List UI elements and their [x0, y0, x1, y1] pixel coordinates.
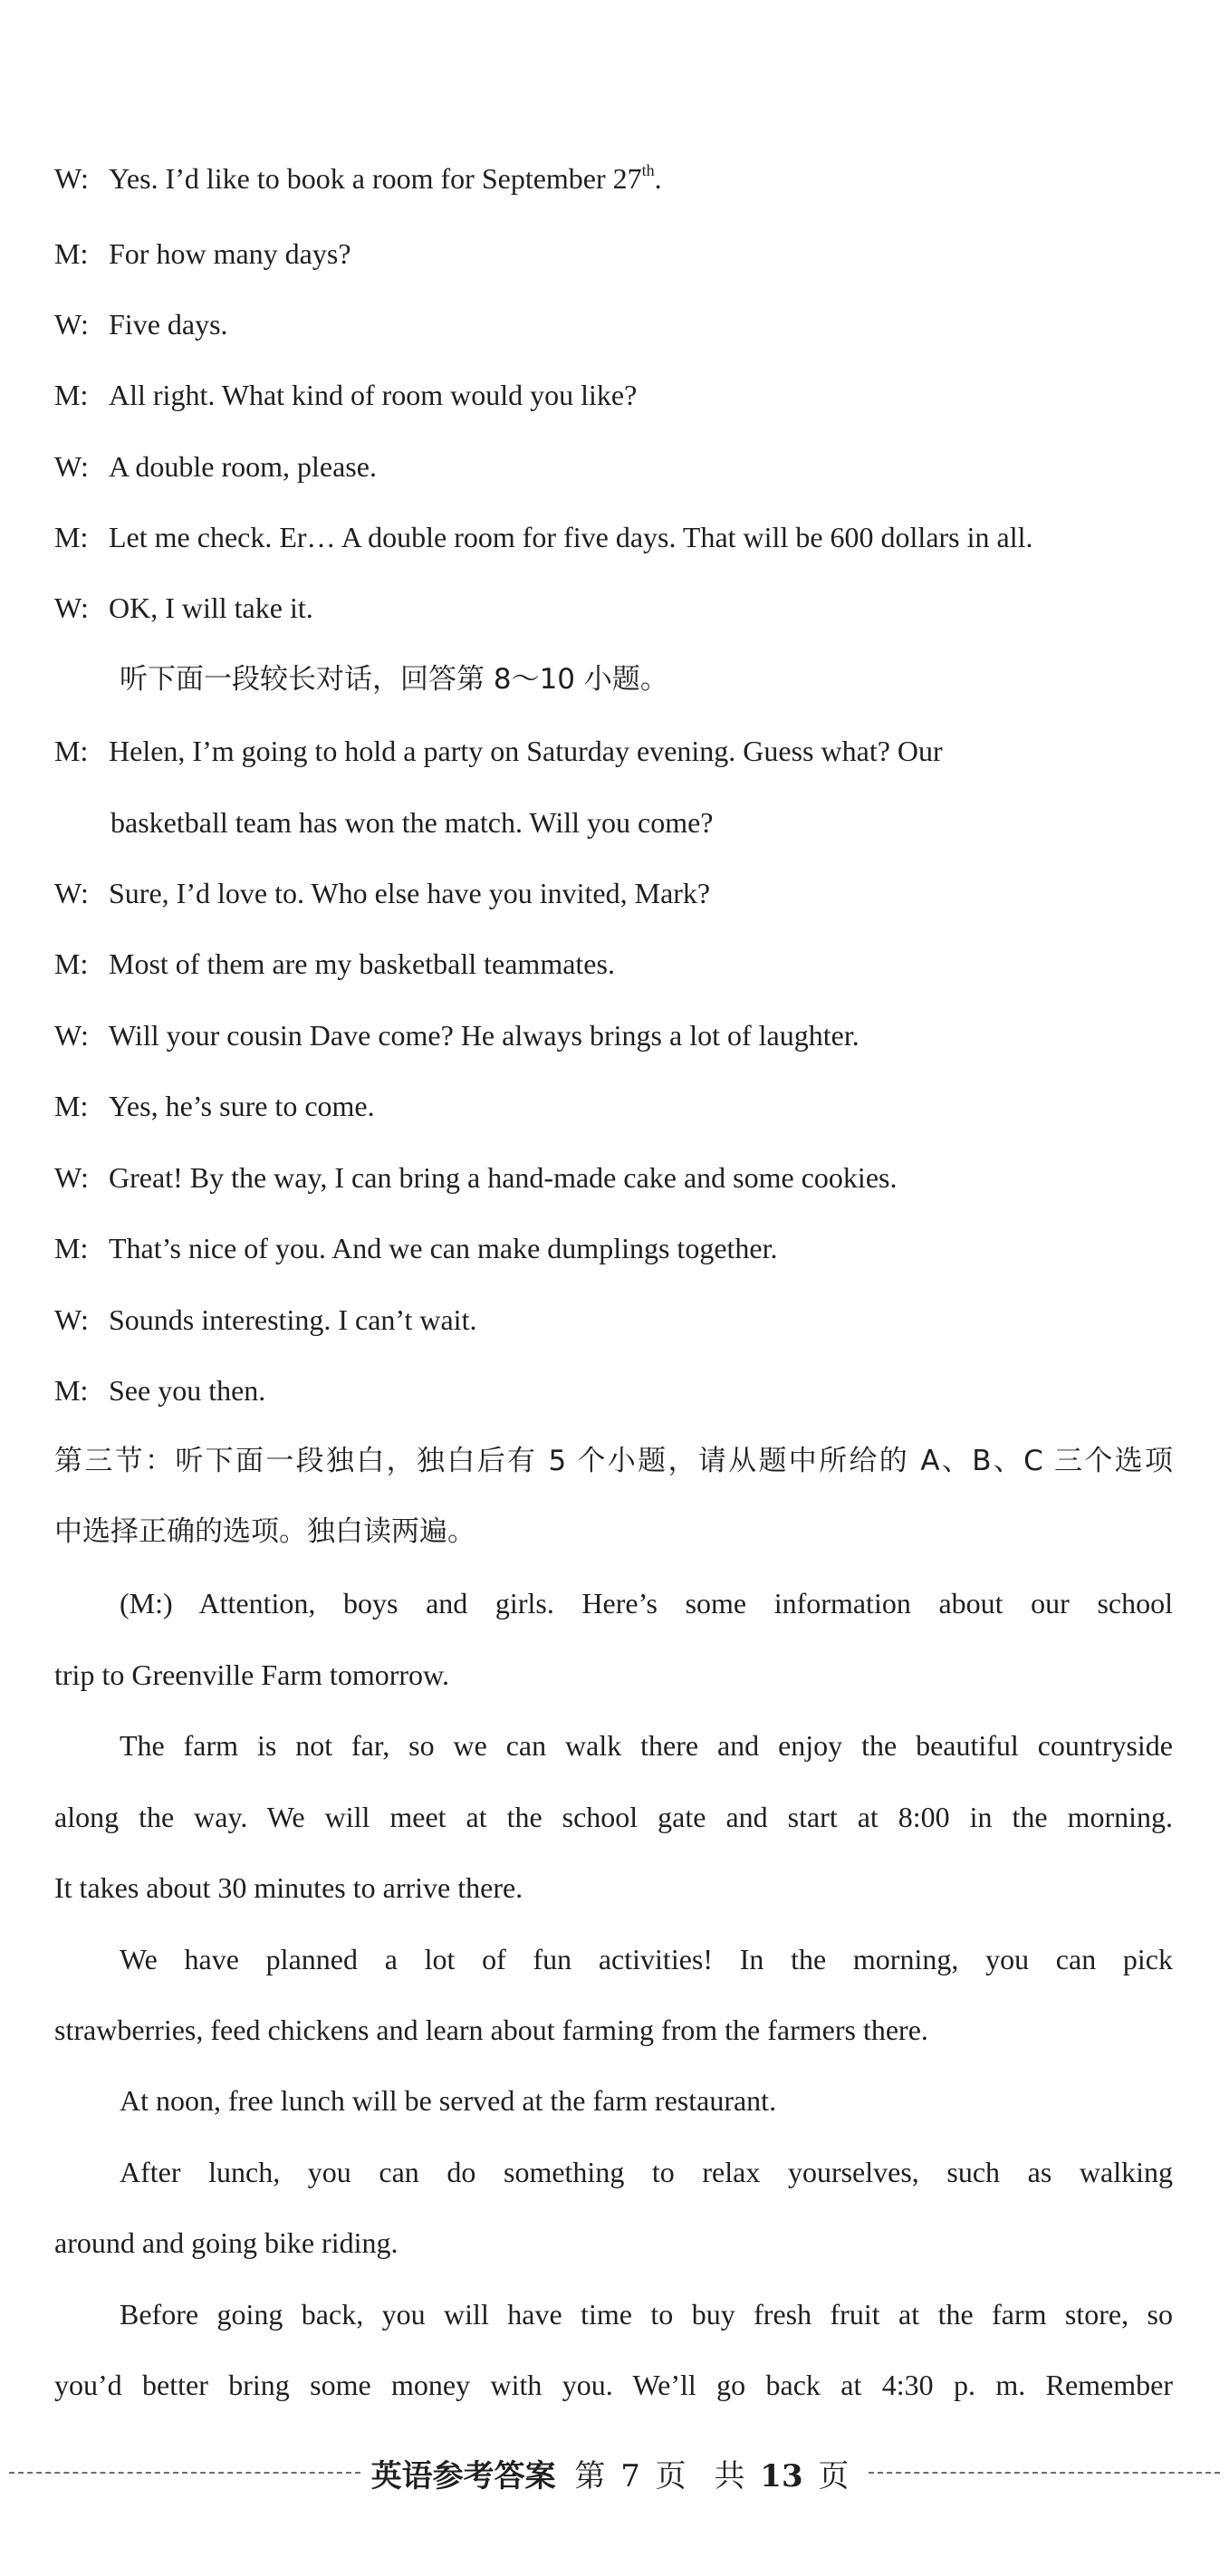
- dialogue-line: [54, 1228, 1173, 1268]
- speaker-label: M:: [54, 735, 89, 767]
- dialogue-line: [54, 159, 1173, 198]
- line-text: Most of them are my basketball teammates.: [109, 947, 615, 980]
- dialogue-line: [54, 944, 1173, 984]
- speaker-label: W:: [54, 162, 89, 195]
- line-text: That’s nice of you. And we can make dumplings together.: [109, 1232, 778, 1264]
- line-text: Sure, I’d love to. Who else have you invited, Mark?: [109, 877, 711, 909]
- footer-text: [371, 2451, 859, 2495]
- speaker-label: W:: [54, 1161, 89, 1194]
- footer-title: 英语参考答案: [370, 2457, 556, 2494]
- page-footer: [0, 2446, 1229, 2500]
- line-text: OK, I will take it.: [109, 591, 313, 624]
- line-text: Let me check. Er… A double room for five days. That will be 600 dollars in all.: [109, 521, 1033, 553]
- speaker-label: W:: [54, 877, 89, 909]
- dialogue-line: [54, 304, 1173, 344]
- dialogue-line: [54, 588, 1173, 628]
- monologue-line: (M:) Attention, boys and girls. Here’s some information about our school: [120, 1587, 1173, 1620]
- section-heading: 第三节：听下面一段独白，独白后有 5 个小题，请从题中所给的 A、B、C 三个选项: [54, 1445, 1173, 1477]
- monologue-line: We have planned a lot of fun activities! In the morning, you can pick: [120, 1943, 1173, 1975]
- section-instruction: 听下面一段较长对话，回答第 8～10 小题。: [120, 663, 668, 696]
- speaker-label: M:: [54, 1374, 89, 1407]
- speaker-label: W:: [54, 450, 89, 483]
- monologue-line: It takes about 30 minutes to arrive there.: [54, 1871, 523, 1904]
- line-text: Yes, he’s sure to come.: [109, 1090, 375, 1122]
- line-text: See you then.: [109, 1374, 266, 1407]
- dialogue-line: [54, 1370, 1173, 1410]
- line-text: Will your cousin Dave come? He always brings a lot of laughter.: [109, 1019, 859, 1052]
- monologue-line: you’d better bring some money with you. We’ll go back at 4:30 p. m. Remember: [54, 2369, 1173, 2401]
- line-text: For how many days?: [109, 237, 351, 270]
- dialogue-line: [54, 234, 1173, 274]
- monologue-line: along the way. We will meet at the school gate and start at 8:00 in the morning.: [54, 1801, 1173, 1833]
- dialogue-line: [54, 375, 1173, 415]
- line-text: Sounds interesting. I can’t wait.: [109, 1303, 477, 1336]
- monologue-line: At noon, free lunch will be served at the farm restaurant.: [120, 2084, 777, 2117]
- monologue-line: trip to Greenville Farm tomorrow.: [54, 1658, 450, 1691]
- line-text: All right. What kind of room would you like?: [109, 379, 638, 411]
- dialogue-line: [54, 447, 1173, 486]
- dialogue-line: [54, 1158, 1173, 1197]
- ordinal-suffix: th: [641, 161, 655, 179]
- footer-divider-right: [869, 2472, 1220, 2474]
- section-heading-cont: 中选择正确的选项。独白读两遍。: [54, 1515, 475, 1548]
- dialogue-line: [54, 731, 1173, 771]
- line-text: A double room, please.: [109, 450, 377, 483]
- speaker-label: M:: [54, 947, 89, 980]
- line-text: Great! By the way, I can bring a hand-made cake and some cookies.: [109, 1161, 898, 1194]
- monologue-line: Before going back, you will have time to buy fresh fruit at the farm store, so: [120, 2298, 1173, 2331]
- line-text: Five days.: [109, 308, 228, 341]
- speaker-label: W:: [54, 308, 89, 341]
- dialogue-line: [54, 1086, 1173, 1126]
- monologue-line: After lunch, you can do something to relax yourselves, such as walking: [120, 2156, 1173, 2188]
- monologue-line: strawberries, feed chickens and learn about farming from the farmers there.: [54, 2014, 928, 2046]
- monologue-line: around and going bike riding.: [54, 2226, 398, 2259]
- line-end: .: [654, 162, 662, 195]
- speaker-label: W:: [54, 1303, 89, 1336]
- speaker-label: M:: [54, 1090, 89, 1122]
- speaker-label: M:: [54, 237, 89, 270]
- dialogue-line: [54, 1015, 1173, 1055]
- speaker-label: M:: [54, 379, 89, 411]
- line-text: Yes. I’d like to book a room for September 27: [109, 162, 642, 195]
- total-pages: 共 13 页: [714, 2457, 850, 2494]
- line-text: Helen, I’m going to hold a party on Saturday evening. Guess what? Our: [109, 735, 943, 767]
- speaker-label: W:: [54, 591, 89, 624]
- monologue-line: The farm is not far, so we can walk there and enjoy the beautiful countryside: [120, 1729, 1173, 1762]
- dialogue-line: [54, 517, 1173, 557]
- dialogue-line: [54, 1300, 1173, 1340]
- speaker-label: M:: [54, 1232, 89, 1264]
- page-indicator: 第 7 页: [574, 2457, 687, 2494]
- footer-divider-left: [9, 2472, 360, 2474]
- dialogue-continuation: basketball team has won the match. Will you come?: [110, 806, 714, 839]
- dialogue-line: [54, 873, 1173, 913]
- speaker-label: M:: [54, 521, 89, 553]
- speaker-label: W:: [54, 1019, 89, 1052]
